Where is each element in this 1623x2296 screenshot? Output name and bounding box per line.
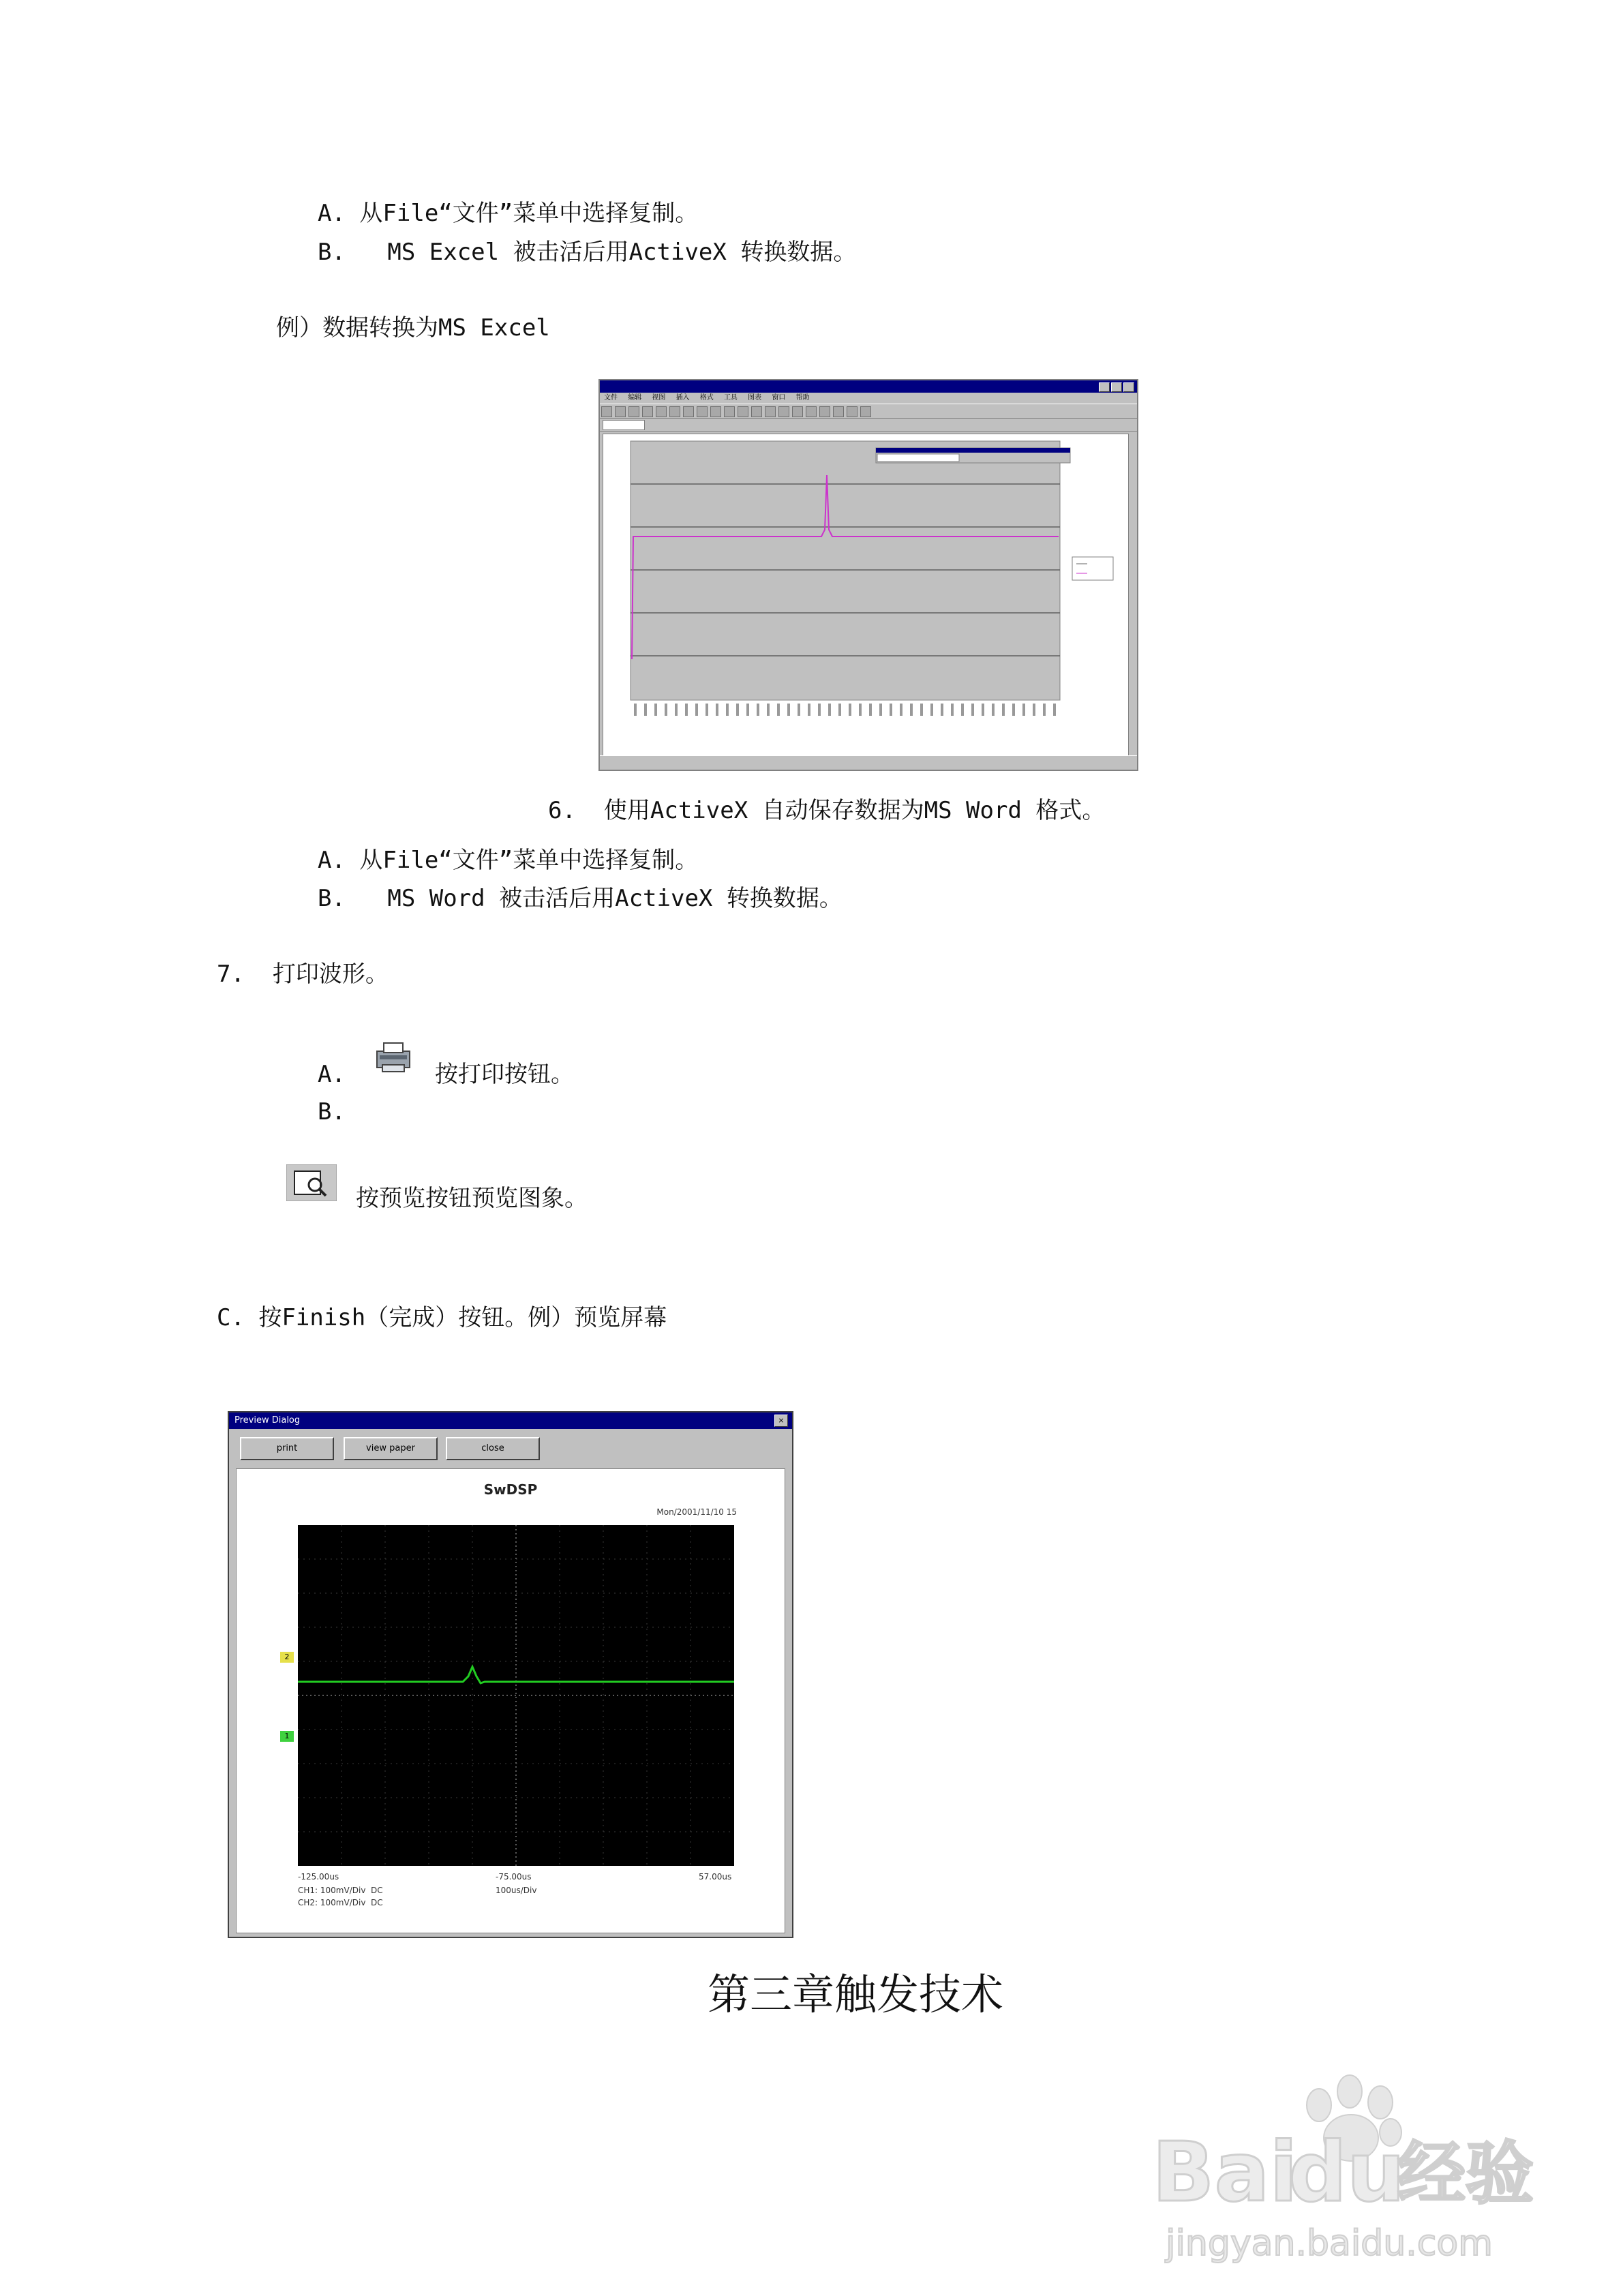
- watermark-brand-jingyan: 经验: [1397, 2134, 1534, 2214]
- step-7-print-waveform: 7. 打印波形。: [217, 961, 389, 988]
- excel-legend: [1072, 557, 1113, 580]
- step-b-word-activex: B. MS Word 被击活后用ActiveX 转换数据。: [318, 885, 843, 912]
- channel-1-info: CH1: 100mV/Div DC: [298, 1886, 383, 1895]
- print-icon: [376, 1039, 412, 1074]
- step-c-finish: C. 按Finish（完成）按钮。例）预览屏幕: [217, 1304, 667, 1331]
- excel-chart-toolbar: [876, 448, 1070, 463]
- excel-menu-chart: 图表: [748, 394, 762, 402]
- preview-page-title: SwDSP: [483, 1481, 538, 1498]
- preview-button-text: 按预览按钮预览图象。: [356, 1185, 588, 1212]
- print-button-text: 按打印按钮。: [435, 1061, 574, 1088]
- step-a-copy-2: A. 从File“文件”菜单中选择复制。: [318, 847, 699, 874]
- baidu-jingyan-watermark: [1152, 2057, 1534, 2269]
- excel-screenshot: [598, 379, 1138, 771]
- excel-formula-bar: [600, 419, 1137, 432]
- time-left-label: -125.00us: [298, 1872, 339, 1882]
- watermark-brand-bai: Bai: [1152, 2126, 1298, 2220]
- preview-title-bar: [229, 1413, 792, 1429]
- preview-dialog-title: Preview Dialog: [234, 1415, 301, 1425]
- time-right-label: 57.00us: [699, 1872, 732, 1882]
- example-excel-caption: 例）数据转换为MS Excel: [276, 314, 550, 342]
- excel-menu-file: 文件: [604, 394, 618, 402]
- channel-1-marker: 1: [280, 1731, 294, 1742]
- excel-plot-area: [631, 441, 1060, 700]
- channel-2-info: CH2: 100mV/Div DC: [298, 1898, 383, 1907]
- oscilloscope-waveform: [237, 1469, 786, 1934]
- excel-menu-window: 窗口: [772, 394, 786, 402]
- chapter-3-heading: 第三章触发技术: [708, 1969, 1004, 2019]
- preview-close-icon[interactable]: ×: [774, 1415, 788, 1427]
- excel-toolbar: [600, 404, 1137, 419]
- step-a-copy: A. 从File“文件”菜单中选择复制。: [318, 200, 699, 227]
- preview-view-paper-button[interactable]: view paper: [344, 1437, 438, 1460]
- watermark-brand-du: du: [1288, 2126, 1406, 2220]
- excel-menu-view: 视图: [652, 394, 666, 402]
- step-6-activex-word: 6. 使用ActiveX 自动保存数据为MS Word 格式。: [548, 797, 1106, 824]
- excel-line-chart: [603, 434, 1128, 756]
- timebase-label: 100us/Div: [496, 1886, 537, 1895]
- print-preview-icon: [286, 1164, 337, 1201]
- excel-status-bar: [600, 755, 1137, 770]
- preview-print-button[interactable]: print: [240, 1437, 334, 1460]
- step-a-label: A.: [318, 1061, 346, 1088]
- excel-chart-sheet: [603, 434, 1129, 757]
- excel-title-bar: [600, 380, 1137, 393]
- channel-2-marker: 2: [280, 1652, 294, 1663]
- excel-x-tick-labels: [634, 704, 1056, 716]
- excel-menu-help: 帮助: [795, 394, 810, 402]
- preview-dialog-screenshot: [228, 1411, 793, 1938]
- excel-name-box: [603, 420, 645, 430]
- preview-page-date: Mon/2001/11/10 15: [656, 1507, 737, 1517]
- excel-menu-bar: [600, 393, 1137, 404]
- step-b-excel-activex: B. MS Excel 被击活后用ActiveX 转换数据。: [318, 239, 857, 266]
- excel-menu-format: 格式: [699, 394, 714, 402]
- preview-page: [236, 1468, 785, 1933]
- excel-menu-edit: 编辑: [628, 394, 642, 402]
- excel-menu-insert: 插入: [676, 394, 690, 402]
- preview-close-button[interactable]: close: [446, 1437, 540, 1460]
- step-b-label-2: B.: [318, 1098, 346, 1126]
- excel-menu-tools: 工具: [723, 394, 738, 402]
- time-center-label: -75.00us: [496, 1872, 532, 1882]
- watermark-url: jingyan.baidu.com: [1166, 2223, 1493, 2264]
